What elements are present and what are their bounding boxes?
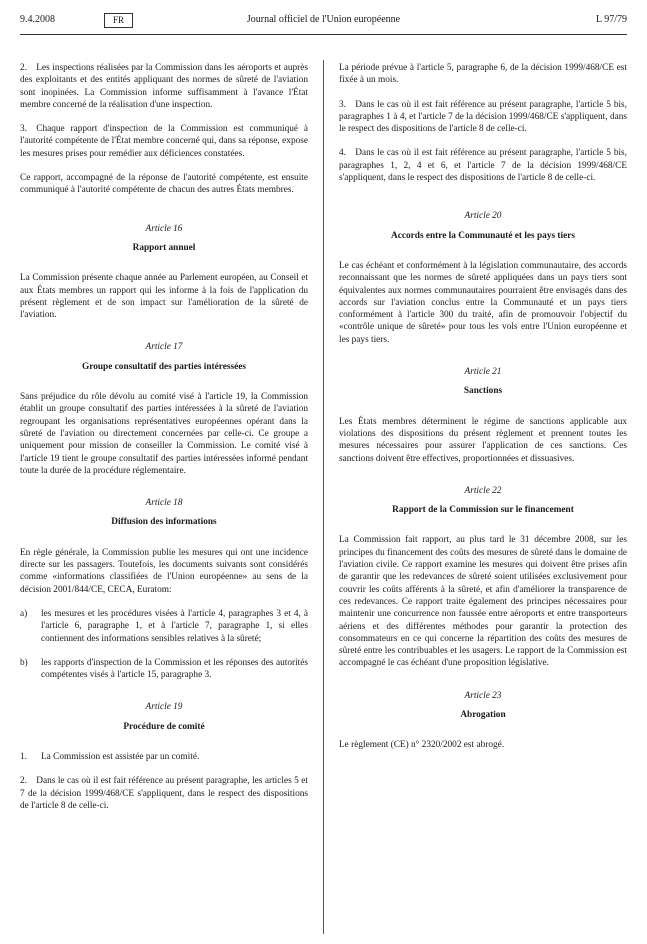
article-title: Abrogation bbox=[460, 709, 506, 720]
list-item-label: b) bbox=[20, 657, 28, 668]
list-item-text: les rapports d'inspection de la Commission et les réponses des autorités compétentes visés à l'article 15, paragraphe 3. bbox=[41, 657, 308, 681]
paragraph: 3. Dans le cas où il est fait référence au présent paragraphe, l'article 5 bis, paragraphes 1 à 4, et l'article 7 de la décision 1999/468/CE s'appliquent, dans le respect des dispositions de l'article 8 de celle-ci. bbox=[339, 99, 627, 135]
language-badge: FR bbox=[104, 13, 133, 28]
left-column bbox=[20, 62, 308, 824]
paragraph: La Commission présente chaque année au Parlement européen, au Conseil et aux États membres un rapport qui les informe à la fois de l'application du présent règlement et de son impact sur l'amélioration de la sûreté de l'aviation. bbox=[20, 273, 308, 321]
article-heading: Article 18 bbox=[145, 498, 183, 509]
article-title: Groupe consultatif des parties intéressées bbox=[82, 361, 246, 372]
article-heading: Article 16 bbox=[145, 223, 183, 234]
list-item bbox=[20, 657, 308, 682]
list-item-label: a) bbox=[20, 608, 28, 619]
article-title: Sanctions bbox=[463, 386, 503, 397]
paragraph: En règle générale, la Commission publie les mesures qui ont une incidence directe sur les passagers. Toutefois, les documents suivants sont considérés comme «informations classifiées de l'Union européenne» au sens de la décision 2001/844/CE, CECA, Euratom: bbox=[20, 547, 308, 595]
header-rule bbox=[20, 34, 627, 35]
article-title: Accords entre la Communauté et les pays tiers bbox=[391, 230, 575, 241]
article-heading: Article 20 bbox=[464, 211, 502, 222]
paragraph: Le cas échéant et conformément à la législation communautaire, des accords reconnaissant que les normes de sûreté appliquées dans un pays tiers sont équivalentes aux normes communautaires pourraient être envisagés dans des accords sur l'aviation conclus entre la Communauté et un pays tiers conformément à l'article 300 du traité, afin de promouvoir l'objectif du «contrôle unique de sûreté» pour tous les vols entre l'Union européenne et les pays tiers. bbox=[339, 260, 627, 345]
column-divider bbox=[323, 60, 324, 934]
paragraph: 4. Dans le cas où il est fait référence au présent paragraphe, l'article 5 bis, paragraphes 1, 2, 4 et 6, et l'article 7 de la décision 1999/468/CE s'appliquent, dans le respect des dispositions de l'article 8 de celle-ci. bbox=[339, 148, 627, 184]
paragraph: 2. Les inspections réalisées par la Commission dans les aéroports et auprès des exploitants et des entités appliquant des normes de sûreté de l'aviation sont inopinées. La Commission informe suffisamment à l'avance l'État membre concerné de la réalisation d'une inspection. bbox=[20, 63, 308, 110]
article-heading: Article 22 bbox=[464, 485, 502, 496]
list-item bbox=[20, 608, 308, 645]
paragraph: La Commission fait rapport, au plus tard le 31 décembre 2008, sur les principes du financement des coûts des mesures de sûreté dans le domaine de l'aviation civile. Ce rapport examine les mesures qui doivent être prises afin de garantir que les redevances de sûreté soient utilisées exclusivement pour couvrir les coûts afférents à la sûreté, et afin d'améliorer la transparence de ces redevances. Ce rapport traite également des principes nécessaires pour maintenir une concurrence non faussée entre aéroports et entre transporteurs aériens et des différentes méthodes pour garantir la protection des consommateurs en ce qui concerne la répartition des coûts des mesures de sûreté entre les contribuables et les usagers. Le rapport de la Commission est accompagné le cas échéant d'une proposition législative. bbox=[339, 535, 627, 669]
list-item-label: 1. bbox=[20, 751, 27, 762]
page-reference: L 97/79 bbox=[595, 14, 627, 25]
article-heading: Article 23 bbox=[464, 690, 502, 701]
paragraph: 2. Dans le cas où il est fait référence au présent paragraphe, les articles 5 et 7 de la décision 1999/468/CE s'appliquent, dans le respect des dispositions de l'article 8 de celle-ci. bbox=[20, 776, 308, 811]
article-title: Rapport annuel bbox=[132, 242, 196, 253]
article-heading: Article 19 bbox=[145, 702, 183, 713]
article-title: Procédure de comité bbox=[123, 721, 205, 732]
paragraph: Sans préjudice du rôle dévolu au comité visé à l'article 19, la Commission établit un groupe consultatif des parties intéressées à la sûreté de l'aviation regroupant les organisations représentatives européennes opérant dans la sûreté de l'aviation ou directement concernées par celle-ci. Ce groupe a uniquement pour mission de conseiller la Commission. Le comité visé à l'article 19 tient le groupe consultatif des parties intéressées informé pendant toute la durée de la procédure réglementaire. bbox=[20, 392, 308, 476]
page-header bbox=[20, 14, 627, 30]
right-column bbox=[339, 62, 627, 764]
article-title: Diffusion des informations bbox=[111, 517, 217, 528]
article-title: Rapport de la Commission sur le financement bbox=[392, 505, 574, 516]
article-heading: Article 21 bbox=[464, 367, 502, 378]
paragraph: Ce rapport, accompagné de la réponse de l'autorité compétente, est ensuite communiqué à l'autorité compétente de chacun des autres États membres. bbox=[20, 173, 308, 196]
list-item-text: La Commission est assistée par un comité. bbox=[41, 751, 200, 762]
publication-date: 9.4.2008 bbox=[20, 14, 55, 25]
paragraph: La période prévue à l'article 5, paragraphe 6, de la décision 1999/468/CE est fixée à un mois. bbox=[339, 63, 627, 86]
list-item-text: les mesures et les procédures visées à l'article 4, paragraphes 3 et 4, à l'article 6, paragraphe 1, et à l'article 7, paragraphe 1, si elles contiennent des informations sensibles relatives à la sûreté; bbox=[41, 608, 308, 644]
paragraph: 3. Chaque rapport d'inspection de la Commission est communiqué à l'autorité compétente de l'État membre concerné qui, dans sa réponse, expose les mesures prises pour remédier aux déficiences constatées. bbox=[20, 124, 308, 159]
article-heading: Article 17 bbox=[145, 342, 183, 353]
list-item bbox=[20, 751, 308, 763]
paragraph: Le règlement (CE) n° 2320/2002 est abrogé. bbox=[339, 740, 505, 751]
paragraph: Les États membres déterminent le régime de sanctions applicable aux violations des dispositions du présent règlement et prennent toutes les mesures nécessaires pour assurer l'application de ces sanctions. Ces sanctions doivent être effectives, proportionnées et dissuasives. bbox=[339, 416, 627, 464]
journal-title: Journal officiel de l'Union européenne bbox=[246, 14, 401, 25]
